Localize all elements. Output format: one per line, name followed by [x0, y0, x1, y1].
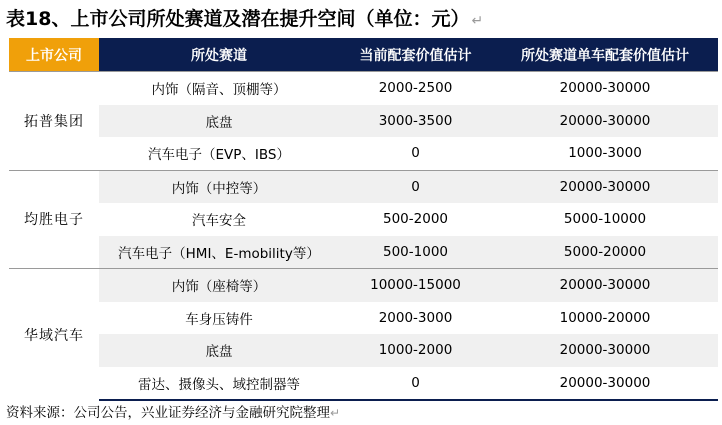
header-track: 所处赛道	[99, 38, 339, 72]
per-vehicle-value-cell: 5000-20000	[492, 236, 718, 269]
table-row	[9, 302, 718, 335]
track-cell: 内饰（中控等）	[99, 170, 339, 203]
per-vehicle-value-cell: 20000-30000	[492, 367, 718, 401]
per-vehicle-value-cell: 1000-3000	[568, 145, 642, 162]
track-cell: 汽车电子（EVP、IBS）	[148, 147, 290, 164]
table-row	[9, 269, 718, 302]
current-value-cell: 0	[339, 367, 492, 401]
track-cell: 雷达、摄像头、域控制器等	[99, 367, 339, 401]
table-row	[9, 72, 718, 105]
header-current-value: 当前配套价值估计	[339, 38, 492, 72]
table-row	[9, 105, 718, 138]
company-cell: 拓普集团	[9, 72, 99, 171]
company-cell: 华域汽车	[9, 269, 99, 401]
track-cell: 汽车电子（HMI、E-mobility等）	[99, 236, 339, 269]
per-vehicle-value-cell: 5000-10000	[563, 211, 647, 228]
current-value-cell: 2000-3000	[378, 309, 453, 326]
table-row	[9, 367, 718, 401]
table-title-text: 表18、上市公司所处赛道及潜在提升空间（单位：元）	[6, 8, 470, 30]
per-vehicle-value-cell: 20000-30000	[492, 105, 718, 138]
track-cell: 底盘	[99, 334, 339, 367]
current-value-cell: 0	[411, 145, 420, 162]
return-mark: ↵	[330, 406, 341, 420]
company-cell: 均胜电子	[9, 170, 99, 269]
track-cell: 内饰（座椅等）	[99, 269, 339, 302]
current-value-cell: 0	[339, 170, 492, 203]
table-row	[9, 334, 718, 367]
per-vehicle-value-cell: 20000-30000	[492, 269, 718, 302]
source-note	[6, 401, 340, 421]
source-text: 资料来源：公司公告，兴业证券经济与金融研究院整理	[6, 405, 330, 421]
current-value-cell: 500-1000	[339, 236, 492, 269]
return-mark: ↵	[471, 13, 484, 29]
track-cell: 车身压铸件	[185, 311, 253, 328]
current-value-cell: 2000-2500	[339, 72, 492, 105]
per-vehicle-value-cell: 10000-20000	[559, 309, 651, 326]
value-table	[9, 38, 718, 401]
current-value-cell: 3000-3500	[339, 105, 492, 138]
per-vehicle-value-cell: 20000-30000	[492, 72, 718, 105]
header-company: 上市公司	[9, 38, 99, 72]
current-value-cell: 1000-2000	[339, 334, 492, 367]
current-value-cell: 500-2000	[383, 211, 448, 228]
table-row	[9, 203, 718, 236]
track-cell: 汽车安全	[192, 213, 246, 230]
header-row	[9, 38, 718, 72]
table-row	[9, 236, 718, 269]
table-row	[9, 137, 718, 170]
header-per-vehicle-value: 所处赛道单车配套价值估计	[492, 38, 718, 72]
table-row	[9, 170, 718, 203]
table-title	[6, 4, 483, 34]
per-vehicle-value-cell: 20000-30000	[492, 170, 718, 203]
current-value-cell: 10000-15000	[339, 269, 492, 302]
track-cell: 底盘	[99, 105, 339, 138]
track-cell: 内饰（隔音、顶棚等）	[99, 72, 339, 105]
per-vehicle-value-cell: 20000-30000	[492, 334, 718, 367]
